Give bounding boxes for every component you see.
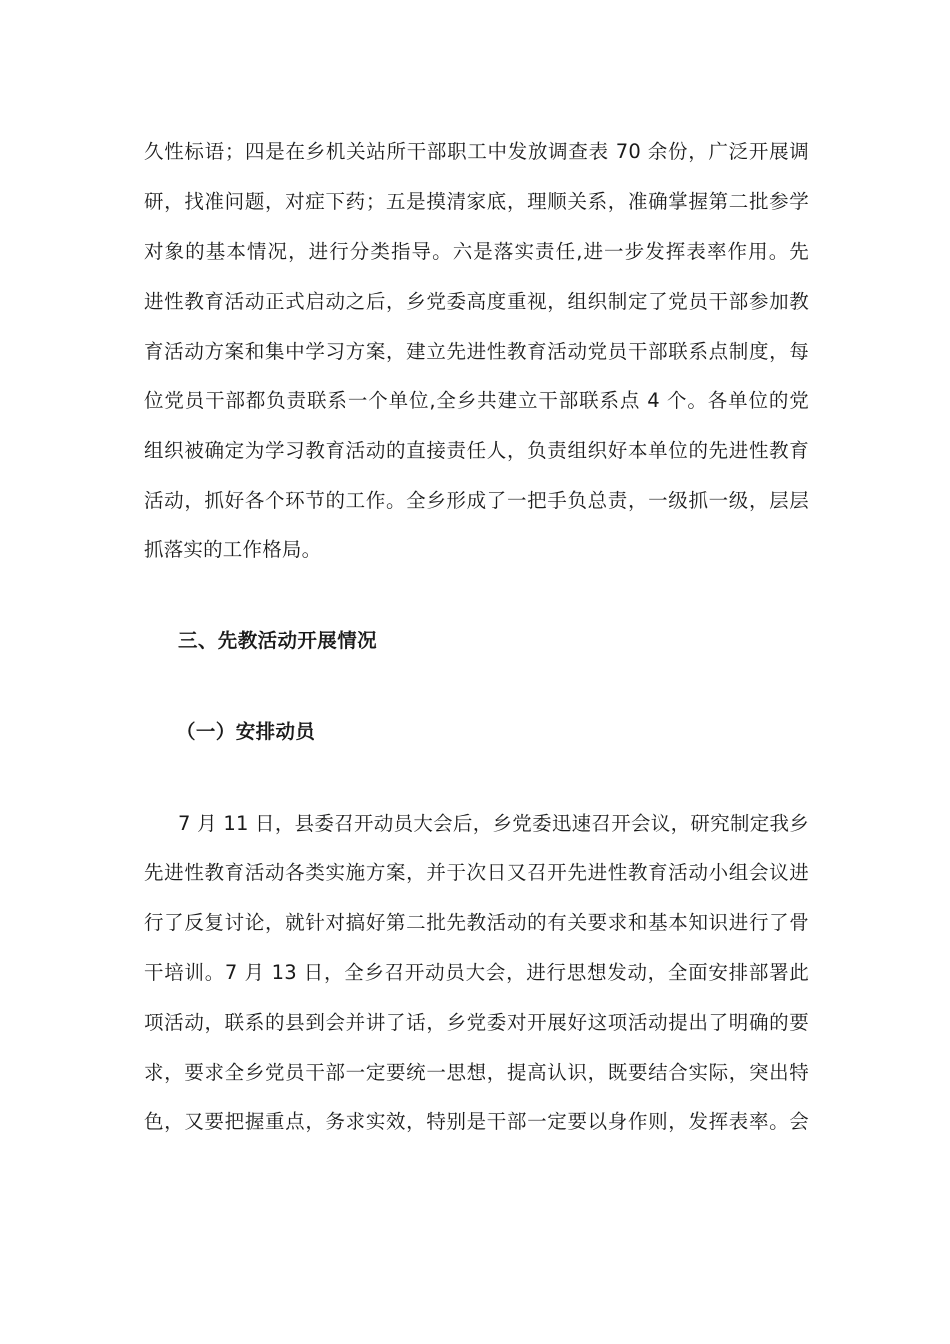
paragraph-line: 组织被确定为学习教育活动的直接责任人，负责组织好本单位的先进性教育 <box>144 439 809 462</box>
paragraph-line: 进性教育活动正式启动之后，乡党委高度重视，组织制定了党员干部参加教 <box>144 290 809 313</box>
paragraph-line: 抓落实的工作格局。 <box>144 538 322 561</box>
paragraph-line: 干培训。7 月 13 日，全乡召开动员大会，进行思想发动，全面安排部署此 <box>144 961 809 984</box>
paragraph-line: 求，要求全乡党员干部一定要统一思想，提高认识，既要结合实际，突出特 <box>144 1061 809 1084</box>
paragraph-line: 研，找准问题，对症下药；五是摸清家底，理顺关系，准确掌握第二批参学 <box>144 190 809 213</box>
paragraph-line: 项活动，联系的县到会并讲了话，乡党委对开展好这项活动提出了明确的要 <box>144 1011 809 1034</box>
paragraph-line: 7 月 11 日，县委召开动员大会后，乡党委迅速召开会议，研究制定我乡 <box>178 812 809 835</box>
paragraph-line: 久性标语；四是在乡机关站所干部职工中发放调查表 70 余份，广泛开展调 <box>144 140 809 163</box>
paragraph-line: 行了反复讨论，就针对搞好第二批先教活动的有关要求和基本知识进行了骨 <box>144 911 809 934</box>
paragraph-line: 位党员干部都负责联系一个单位,全乡共建立干部联系点 4 个。各单位的党 <box>144 389 809 412</box>
paragraph-line: 育活动方案和集中学习方案，建立先进性教育活动党员干部联系点制度，每 <box>144 340 809 363</box>
subsection-heading: （一）安排动员 <box>176 720 316 743</box>
paragraph-line: 对象的基本情况，进行分类指导。六是落实责任,进一步发挥表率作用。先 <box>144 240 809 263</box>
paragraph-line: 先进性教育活动各类实施方案，并于次日又召开先进性教育活动小组会议进 <box>144 861 809 884</box>
section-heading: 三、先教活动开展情况 <box>178 629 378 652</box>
paragraph-line: 活动，抓好各个环节的工作。全乡形成了一把手负总责，一级抓一级，层层 <box>144 489 809 512</box>
paragraph-line: 色，又要把握重点，务求实效，特别是干部一定要以身作则，发挥表率。会 <box>144 1110 809 1133</box>
